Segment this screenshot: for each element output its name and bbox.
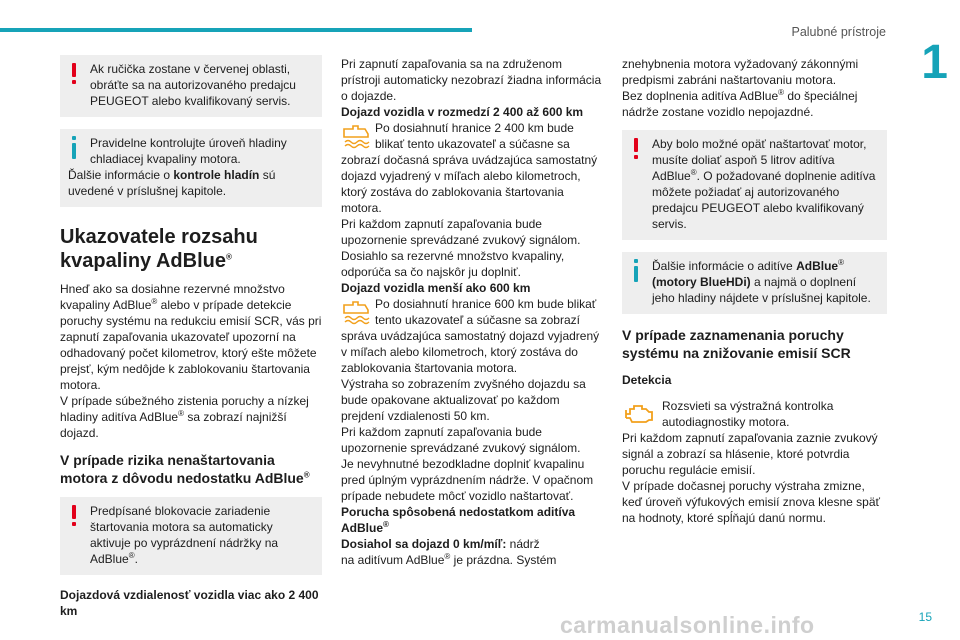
paragraph: Dosiahlo sa rezervné množstvo kvapaliny, odporúča sa čo najskôr ju doplniť. [341, 249, 565, 279]
detection-heading: Detekcia [622, 373, 672, 387]
section-title: Ukazovatele rozsahu kvapaliny AdBlue® [60, 226, 258, 272]
paragraph: Po dosiahnutí hranice 600 km bude blikať tento ukazovateľ a súčasne sa zobrazí správa uvádzajúca samostatný dojazd vyjadrený v míľach alebo kilometroch, ktorý zostáva do zablokovania štartovania motora. [341, 297, 600, 375]
engine-check-icon [622, 398, 658, 428]
info-icon [68, 135, 82, 161]
range-heading: Dojazdová vzdialenosť vozidla viac ako 2 400 km [60, 588, 319, 618]
column-3 [622, 56, 887, 526]
range-heading: Dojazd vozidla v rozmedzí 2 400 až 600 km [341, 105, 584, 119]
paragraph: Po dosiahnutí hranice 2 400 km bude blikať tento ukazovateľ a súčasne sa zobrazí dočasná správa uvádzajúca samostatný dojazd vyjadrený v míľach alebo kilometroch, ktorý zostáva do zablokovania štartovania motora. [341, 121, 598, 215]
info-text-more: Ďalšie informácie o kontrole hladín sú uvedené v príslušnej kapitole. [68, 168, 276, 198]
adblue-block [341, 120, 604, 216]
column-1 [60, 55, 322, 619]
paragraph: Pri každom zapnutí zapaľovania bude upozornenie sprevádzané zvukový signálom. [341, 425, 581, 455]
adblue-icon [341, 296, 371, 326]
info-box [622, 252, 887, 314]
paragraph: Hneď ako sa dosiahne rezervné množstvo kvapaliny AdBlue® alebo v prípade detekcie poruchy systému na redukciu emisií SCR, vás pri zapnutí zapaľovania ukazovateľ upozorní na odhadovaný počet kilometrov, ktorý ešte môžete prejsť, kým nedôjde k zablokovaniu štartovania motora. [60, 282, 322, 392]
paragraph: Pri každom zapnutí zapaľovania bude upozornenie sprevádzané zvukový signálom. [341, 217, 581, 247]
warning-box [60, 55, 322, 117]
chapter-title: Palubné prístroje [791, 25, 886, 39]
page-number: 15 [918, 610, 932, 624]
warning-text: Predpísané blokovacie zariadenie štartovania motora sa automaticky aktivuje po vyprázdnení nádržky na AdBlue®. [90, 504, 279, 566]
paragraph: Výstraha so zobrazením zvyšného dojazdu sa bude opakovane aktualizovať po každom prejdení vzdialenosti 50 km. [341, 377, 586, 423]
info-box [60, 129, 322, 207]
paragraph: Pri zapnutí zapaľovania sa na združenom prístroji automaticky nezobrazí žiadna informácia o dojazde. [341, 57, 602, 103]
paragraph: V prípade súbežného zistenia poruchy a nízkej hladiny aditíva AdBlue® sa zobrazí najnižší dojazd. [60, 394, 309, 440]
adblue-icon [341, 120, 371, 150]
warning-box [622, 130, 887, 240]
paragraph: znehybnenia motora vyžadovaný zákonnými predpismi zabráni naštartovaniu motora. [622, 57, 859, 87]
warning-icon [630, 136, 644, 162]
fault-heading: Porucha spôsobená nedostatkom aditíva AdBlue® [341, 505, 576, 535]
warning-text: Aby bolo možné opäť naštartovať motor, musíte doliať aspoň 5 litrov aditíva AdBlue®. O požadované doplnenie aditíva môžete požiadať aj autorizovaného predajcu PEUGEOT alebo kvalifikovaný servis. [652, 137, 876, 231]
header-accent-line [0, 28, 472, 32]
subsection-title: V prípade zaznamenania poruchy systému na znižovanie emisií SCR [622, 327, 851, 361]
paragraph: Bez doplnenia aditíva AdBlue® do špeciálnej nádrže zostane vozidlo nepojazdné. [622, 88, 858, 119]
chapter-number: 1 [921, 36, 948, 89]
column-2 [341, 56, 604, 568]
paragraph: Dosiahol sa dojazd 0 km/míľ: nádrž [341, 537, 540, 551]
watermark: carmanualsonline.info [560, 612, 815, 638]
paragraph: Je nevyhnutné bezodkladne doplniť kvapalinu pred úplným vyprázdnením nádrže. V opačnom prípade nebudete môcť vozidlo naštartovať. [341, 457, 594, 503]
range-heading: Dojazd vozidla menší ako 600 km [341, 281, 531, 295]
info-text: Ďalšie informácie o aditíve AdBlue® (motory BlueHDi) a najmä o doplnení jeho hladiny nájdete v príslušnej kapitole. [652, 258, 871, 305]
adblue-block [341, 296, 604, 376]
warning-box [60, 497, 322, 575]
paragraph: Pri každom zapnutí zapaľovania zaznie zvukový signál a zobrazí sa hlásenie, ktoré potvrdia poruchu regulácie emisií. [622, 431, 878, 477]
info-icon [630, 258, 644, 284]
paragraph: na aditívum AdBlue® je prázdna. Systém [341, 552, 557, 567]
subsection-title: V prípade rizika nenaštartovania motora z dôvodu nedostatku AdBlue® [60, 452, 310, 486]
paragraph: Rozsvieti sa výstražná kontrolka autodiagnostiky motora. [662, 399, 834, 429]
warning-icon [68, 61, 82, 87]
info-text: Pravidelne kontrolujte úroveň hladiny chladiacej kvapaliny motora. [90, 136, 287, 166]
paragraph: V prípade dočasnej poruchy výstraha zmizne, keď úroveň výfukových emisií znova klesne späť na hodnoty, ktoré spĺňajú danú normu. [622, 479, 880, 525]
engine-check-block [622, 398, 887, 430]
warning-icon [68, 503, 82, 529]
warning-text: Ak ručička zostane v červenej oblasti, obráťte sa na autorizovaného predajcu PEUGEOT alebo kvalifikovaný servis. [90, 62, 296, 108]
